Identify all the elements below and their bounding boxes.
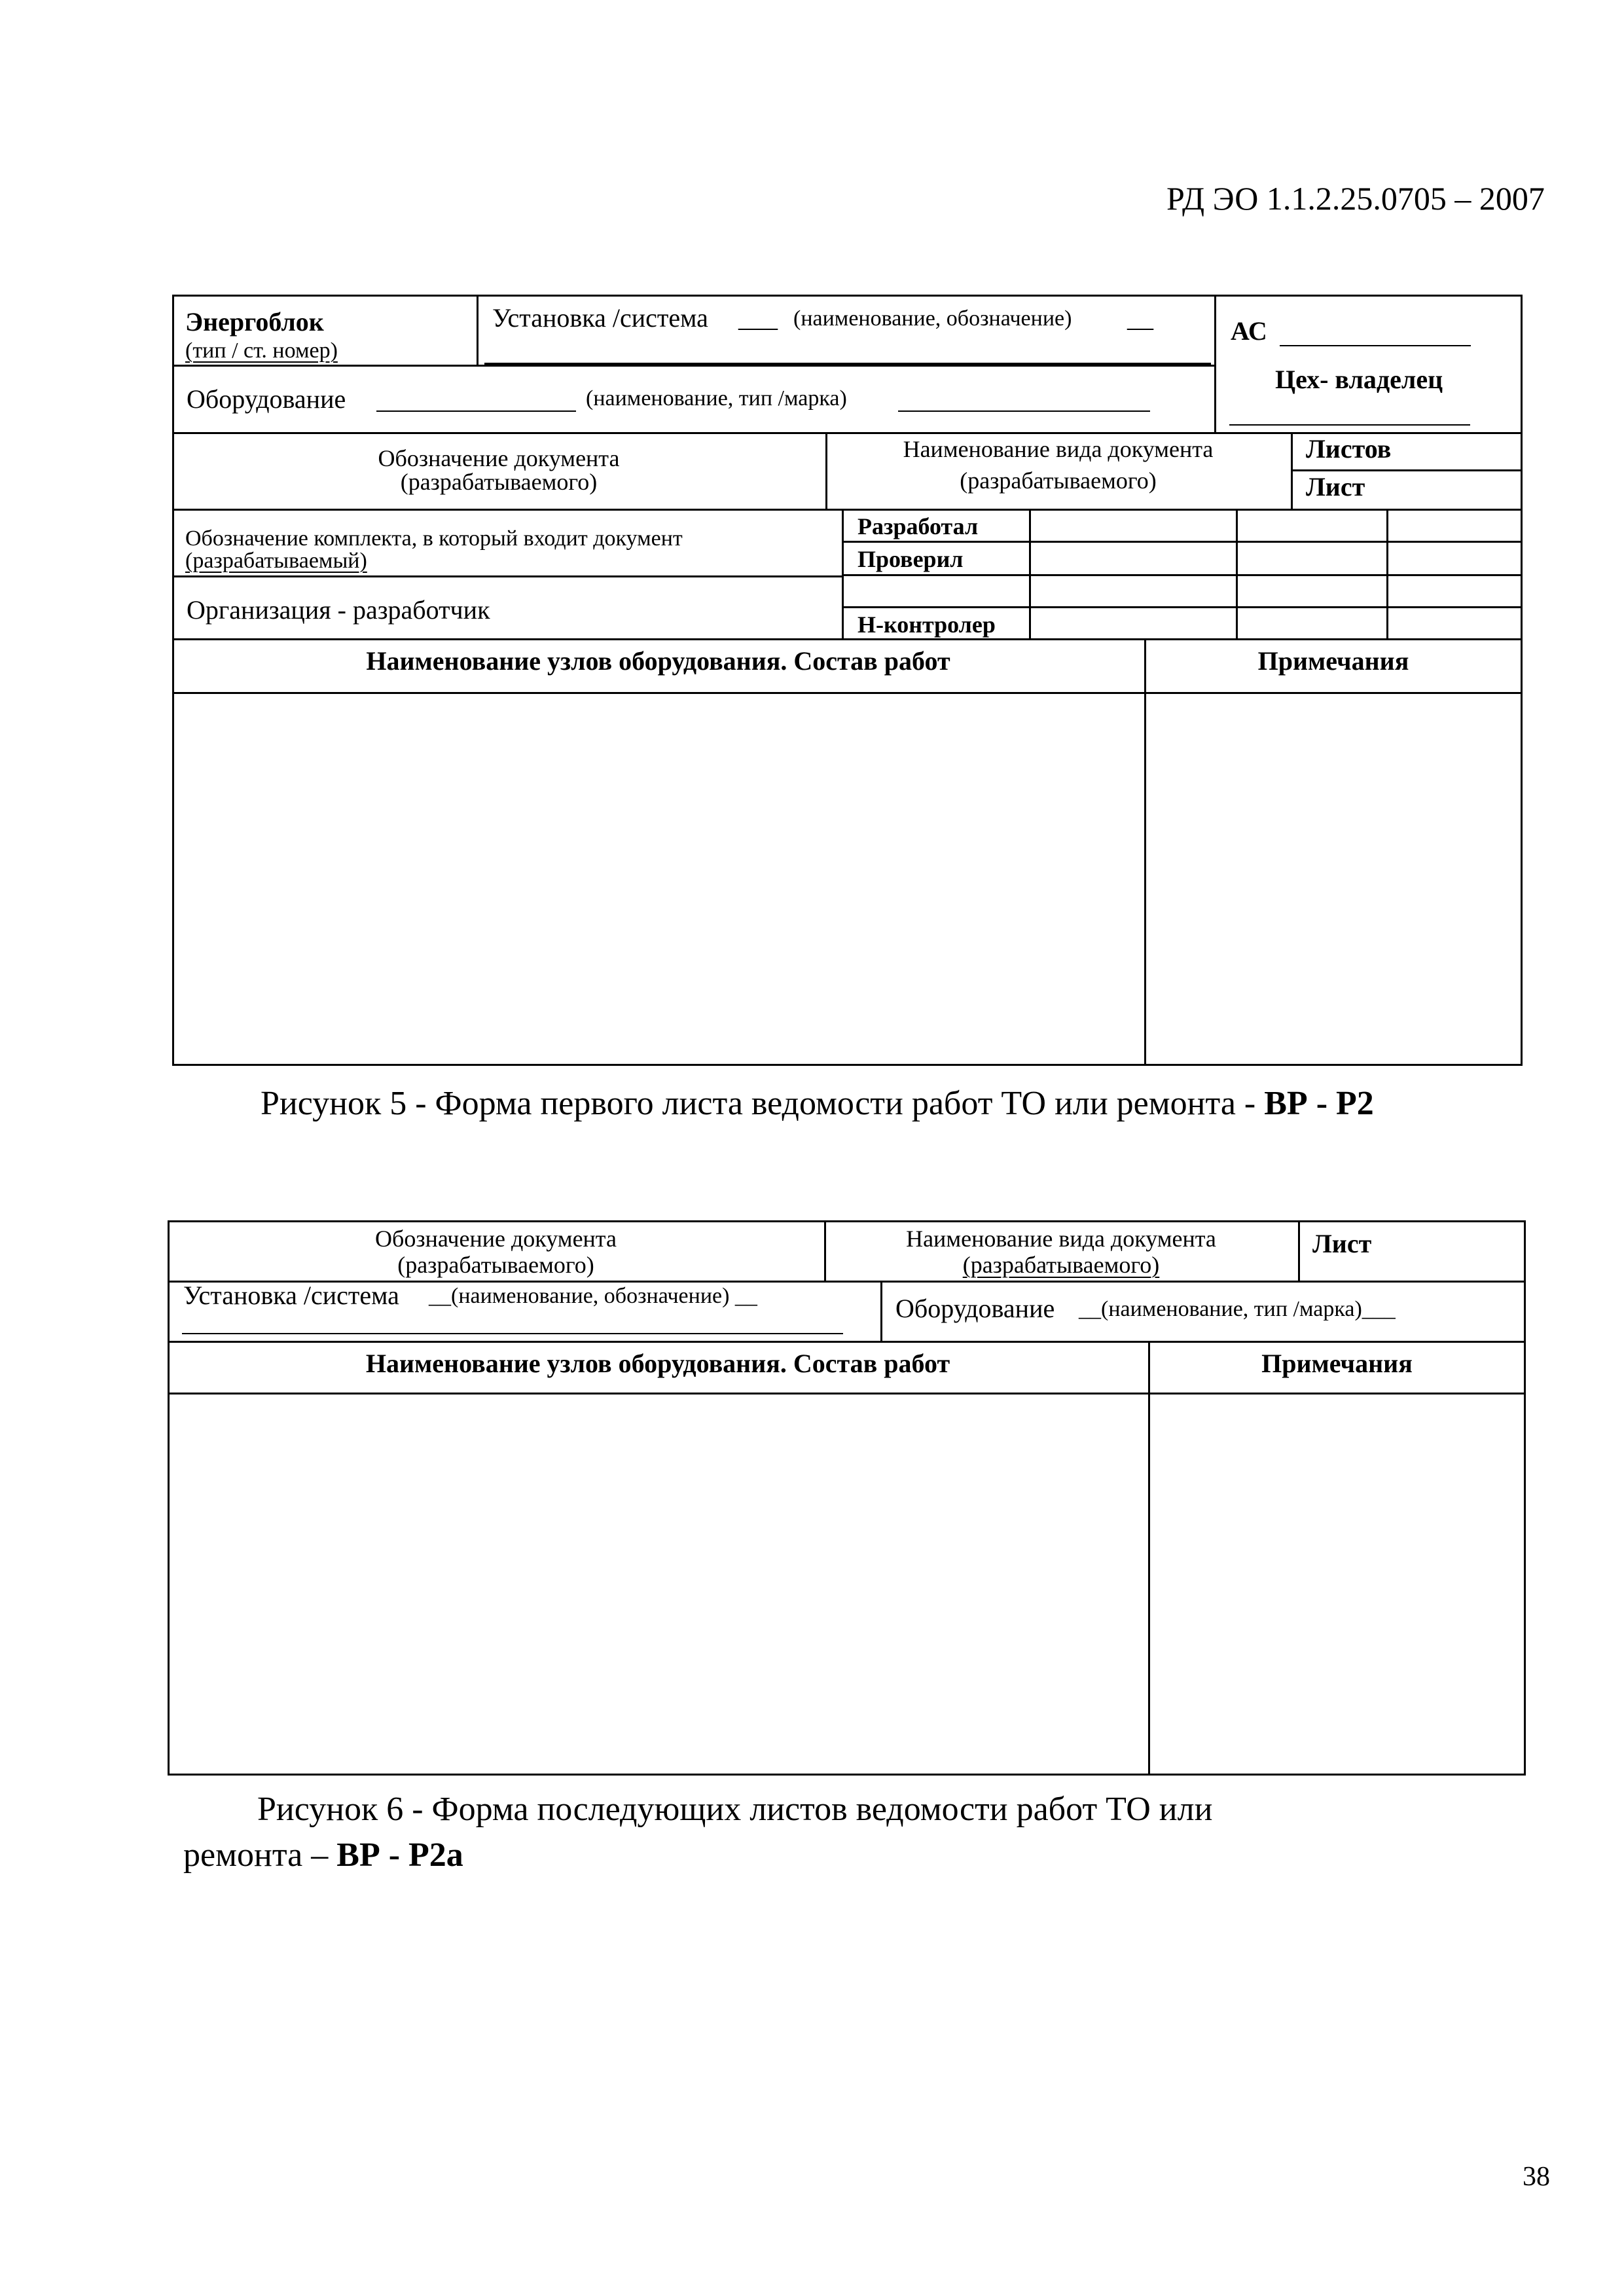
as-label: АС: [1231, 316, 1267, 346]
oborudovanie-field[interactable]: [376, 410, 576, 412]
ceh-label: Цех- владелец: [1275, 365, 1443, 394]
form2-works-column-header: Наименование узлов оборудования. Состав работ: [365, 1349, 950, 1378]
naimenovanie-line2: (разрабатываемого): [960, 467, 1157, 494]
komplekt-line1: Обозначение комплекта, в который входит документ: [185, 526, 683, 551]
ustanovka-blank: ___: [738, 303, 778, 333]
listov-label: Листов: [1306, 434, 1392, 464]
oborudovanie-hint: (наименование, тип /марка): [586, 386, 847, 410]
notes-content-area[interactable]: [1146, 694, 1521, 1064]
page-number: 38: [1523, 2162, 1550, 2192]
organizaciya-label: Организация - разработчик: [187, 595, 490, 625]
works-content-area[interactable]: [174, 694, 1143, 1064]
form2-ustanovka-label: Установка /система: [183, 1281, 399, 1310]
notes-column-header: Примечания: [1257, 646, 1409, 676]
ustanovka-label: Установка /система: [492, 303, 708, 333]
form2-oboznachenie-line1: Обозначение документа: [375, 1226, 617, 1252]
form2-list-label: Лист: [1312, 1229, 1372, 1258]
oboznachenie-line1: Обозначение документа: [378, 445, 620, 471]
ceh-field[interactable]: [1229, 424, 1470, 426]
form2-notes-column-header: Примечания: [1261, 1349, 1413, 1378]
form2-naimenovanie-line2: (разрабатываемого): [962, 1252, 1160, 1278]
ustanovka-blank-2: __: [1127, 303, 1153, 333]
as-field[interactable]: [1280, 345, 1471, 346]
works-column-header: Наименование узлов оборудования. Состав работ: [366, 646, 950, 676]
form2-notes-content-area[interactable]: [1150, 1394, 1524, 1774]
form2-works-content-area[interactable]: [170, 1394, 1147, 1774]
form2-ustanovka-hint: __(наименование, обозначение) __: [429, 1284, 757, 1308]
form2-oborudovanie-hint: __(наименование, тип /марка)___: [1079, 1297, 1396, 1321]
proveril-label: Проверил: [857, 546, 964, 572]
ustanovka-hint: (наименование, обозначение): [793, 306, 1072, 331]
oboznachenie-line2: (разрабатываемого): [400, 469, 598, 495]
figure-6-caption-line1: Рисунок 6 - Форма последующих листов ведомости работ ТО или: [257, 1791, 1213, 1828]
razrabotal-label: Разработал: [857, 513, 979, 539]
list-label: Лист: [1306, 472, 1365, 501]
energoblok-sub: (тип / ст. номер): [185, 338, 338, 363]
figure-5-caption: Рисунок 5 - Форма первого листа ведомости работ ТО или ремонта - ВР - Р2: [261, 1085, 1374, 1122]
form2-naimenovanie-line1: Наименование вида документа: [906, 1226, 1216, 1252]
form2-oboznachenie-line2: (разрабатываемого): [397, 1252, 594, 1278]
komplekt-line2: (разрабатываемый): [185, 549, 367, 573]
n-kontroler-label: Н-контролер: [857, 611, 996, 638]
document-code: РД ЭО 1.1.2.25.0705 – 2007: [1166, 180, 1545, 217]
form2-oborudovanie-label: Оборудование: [895, 1294, 1055, 1323]
oborudovanie-label: Оборудование: [187, 384, 346, 414]
energoblok-label: Энергоблок: [185, 307, 324, 337]
figure-6-caption-line2: ремонта – ВР - Р2а: [183, 1836, 463, 1874]
oborudovanie-field-2[interactable]: [898, 410, 1150, 412]
form2-ustanovka-field[interactable]: [182, 1333, 843, 1334]
naimenovanie-line1: Наименование вида документа: [903, 436, 1214, 462]
